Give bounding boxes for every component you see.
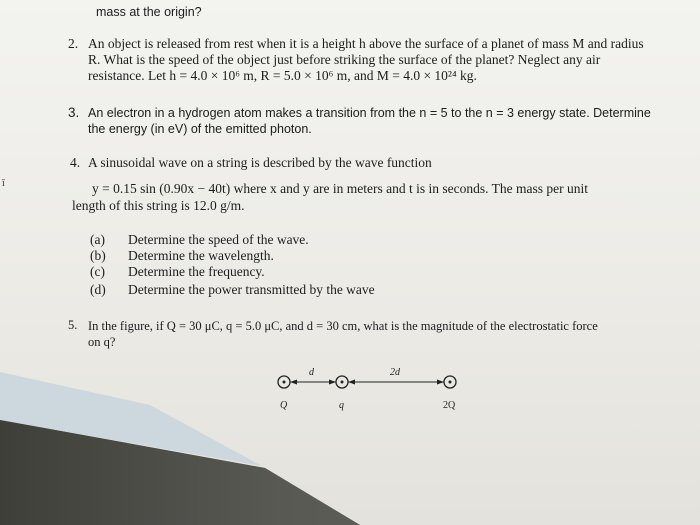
arrow-left-icon [290,380,297,385]
arrow-right-icon [329,380,336,385]
q4-equation-line: y = 0.15 sin (0.90x − 40t) where x and y are in meters and t is in seconds. The mass per unit [92,181,589,196]
q4-number: 4. [70,155,81,170]
q4-part-d-label: (d) [90,282,106,297]
q4-line-3: length of this string is 12.0 g/m. [72,198,245,213]
q3-number: 3. [68,105,80,120]
label-d: d [309,367,314,378]
q4-part-d-text: Determine the power transmitted by the wave [128,282,375,297]
q4-part-c-label: (c) [90,264,105,279]
label-q: q [339,400,344,411]
q3-line-2: the energy (in eV) of the emitted photon. [88,122,312,136]
arrow-right-icon [437,380,444,385]
q5-line-1: In the figure, if Q = 30 μC, q = 5.0 μC, and d = 30 cm, what is the magnitude of the electrostatic force [88,319,598,333]
q2-number: 2. [68,36,79,51]
label-2Q: 2Q [443,400,456,411]
top-line: mass at the origin? [96,5,202,19]
q2-line-3: resistance. Let h = 4.0 × 10⁶ m, R = 5.0 × 10⁶ m, and M = 4.0 × 10²⁴ kg. [88,68,477,83]
q4-part-a-text: Determine the speed of the wave. [128,232,309,247]
label-Q: Q [280,400,288,411]
q5-number: 5. [68,318,78,332]
q2-line-2: R. What is the speed of the object just before striking the surface of the planet? Neglect any air [88,52,601,67]
charge-figure [250,362,470,422]
q4-part-b-text: Determine the wavelength. [128,248,274,263]
q4-part-a-label: (a) [90,232,105,247]
margin-mark: ī [2,178,5,189]
q2-line-1: An object is released from rest when it is a height h above the surface of a planet of mass M and radius [88,36,644,51]
q5-line-2: on q? [88,335,116,349]
q4-intro: A sinusoidal wave on a string is described by the wave function [88,155,432,170]
q4-part-c-text: Determine the frequency. [128,264,265,279]
arrow-left-icon [348,380,355,385]
q4-part-b-label: (b) [90,248,106,263]
q3-line-1: An electron in a hydrogen atom makes a transition from the n = 5 to the n = 3 energy state. Determine [88,106,651,120]
label-2d: 2d [390,367,400,378]
